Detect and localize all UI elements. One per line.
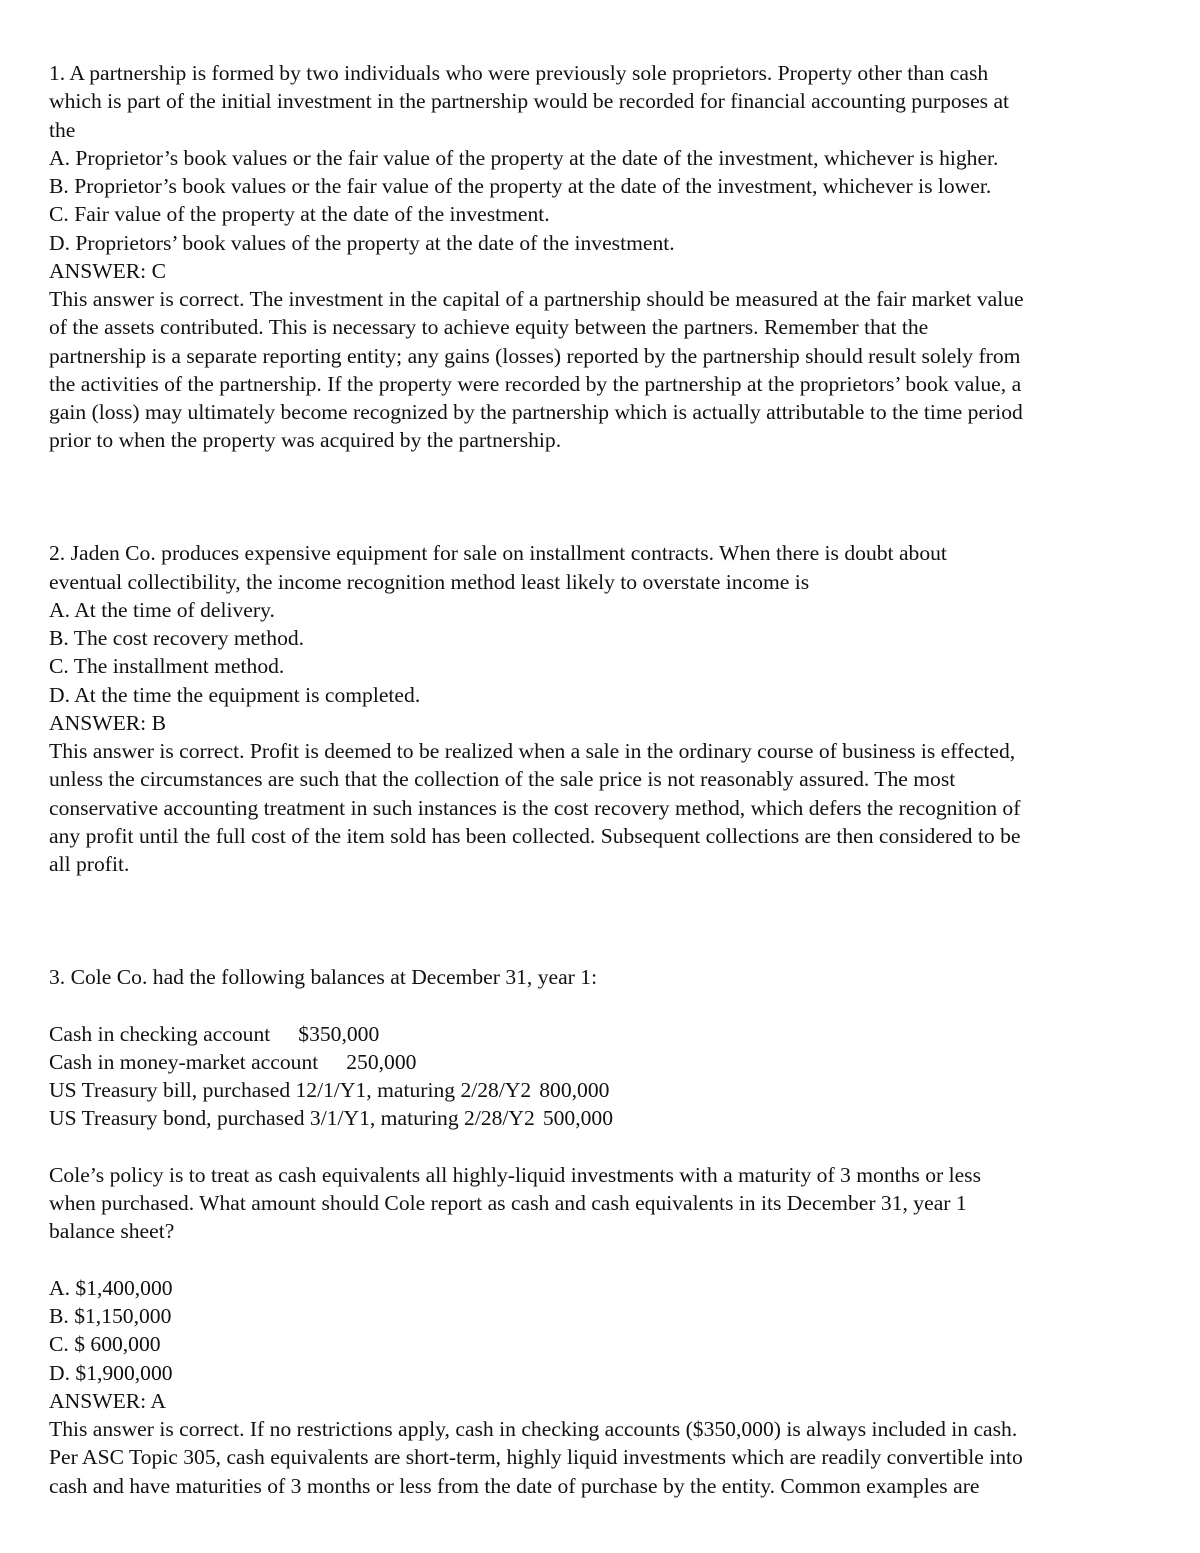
question-1-explanation-line-4: the activities of the partnership. If the property were recorded by the partnership at the proprietors’ book value, a	[49, 371, 1022, 396]
question-3-option-c: C. $ 600,000	[49, 1332, 161, 1357]
spacer	[49, 455, 1159, 540]
balance-label: US Treasury bill, purchased 12/1/Y1, maturing 2/28/Y2	[49, 1078, 532, 1102]
question-3-intro: 3. Cole Co. had the following balances at December 31, year 1:	[49, 965, 598, 989]
question-3-stem-line-1: Cole’s policy is to treat as cash equivalents all highly-liquid investments with a maturity of 3 months or less	[49, 1162, 981, 1187]
question-1-explanation-line-5: gain (loss) may ultimately become recognized by the partnership which is actually attributable to the time period	[49, 400, 1023, 424]
question-1-stem-line-1: 1. A partnership is formed by two individuals who were previously sole proprietors. Property other than cash	[49, 61, 989, 85]
question-2-stem-line-1: 2. Jaden Co. produces expensive equipment for sale on installment contracts. When there is doubt about	[49, 541, 947, 566]
balances-list	[49, 1020, 1159, 1133]
balance-label: Cash in checking account	[49, 1021, 271, 1046]
question-1-stem-line-2: which is part of the initial investment in the partnership would be recorded for financial accounting purposes at	[49, 89, 1010, 114]
question-3-stem-line-2: when purchased. What amount should Cole report as cash and cash equivalents in its December 31, year 1	[49, 1191, 967, 1215]
question-1-explanation-line-6: prior to when the property was acquired by the partnership.	[49, 428, 562, 453]
question-1-option-d: D. Proprietors’ book values of the property at the date of the investment.	[49, 230, 675, 255]
question-3	[49, 963, 1159, 1500]
question-2-explanation-line-5: all profit.	[49, 852, 130, 876]
question-1-option-b: B. Proprietor’s book values or the fair value of the property at the date of the investment, whichever is lower.	[49, 174, 992, 198]
question-3-explanation-line-1: This answer is correct. If no restrictions apply, cash in checking accounts ($350,000) is always included in cash.	[49, 1417, 1018, 1441]
balance-row	[49, 1104, 1159, 1132]
question-2-answer: ANSWER: B	[49, 710, 166, 735]
question-1-explanation-line-3: partnership is a separate reporting entity; any gains (losses) reported by the partnership should result solely from	[49, 343, 1021, 368]
balance-row	[49, 1020, 1159, 1048]
spacer	[49, 1133, 1159, 1161]
balance-amount: 250,000	[346, 1049, 417, 1074]
question-1-option-c: C. Fair value of the property at the date of the investment.	[49, 202, 550, 227]
balance-amount: 800,000	[539, 1078, 610, 1102]
question-1-stem-line-3: the	[49, 117, 76, 142]
question-1-answer: ANSWER: C	[49, 258, 166, 283]
question-2-explanation-line-1: This answer is correct. Profit is deemed to be realized when a sale in the ordinary course of business is effected,	[49, 739, 1016, 763]
question-2-explanation-line-4: any profit until the full cost of the item sold has been collected. Subsequent collections are then considered to be	[49, 823, 1021, 848]
question-3-explanation-line-3: cash and have maturities of 3 months or less from the date of purchase by the entity. Common examples are	[49, 1473, 980, 1498]
document-page	[49, 59, 1159, 1500]
balance-label: US Treasury bond, purchased 3/1/Y1, maturing 2/28/Y2	[49, 1106, 535, 1131]
balance-amount: 500,000	[542, 1106, 614, 1131]
spacer	[49, 878, 1159, 963]
question-2-option-d: D. At the time the equipment is completed.	[49, 682, 421, 707]
balance-row	[49, 1048, 1159, 1076]
balance-label: Cash in money-market account	[49, 1049, 319, 1074]
question-2-option-c: C. The installment method.	[49, 654, 285, 679]
question-2-explanation-line-3: conservative accounting treatment in such instances is the cost recovery method, which defers the recognition of	[49, 795, 1021, 820]
question-2-explanation-line-2: unless the circumstances are such that the collection of the sale price is not reasonably assured. The most	[49, 767, 956, 792]
spacer	[49, 1246, 1159, 1274]
question-3-answer: ANSWER: A	[49, 1388, 166, 1413]
question-3-option-a: A. $1,400,000	[49, 1275, 173, 1300]
question-3-explanation-line-2: Per ASC Topic 305, cash equivalents are short-term, highly liquid investments which are readily convertible into	[49, 1445, 1023, 1470]
question-3-stem-line-3: balance sheet?	[49, 1219, 175, 1244]
balance-amount: $350,000	[298, 1021, 380, 1046]
question-1-explanation-line-1: This answer is correct. The investment in the capital of a partnership should be measured at the fair market value	[49, 287, 1024, 311]
question-2	[49, 539, 1159, 878]
balance-row	[49, 1076, 1159, 1104]
question-1-explanation-line-2: of the assets contributed. This is necessary to achieve equity between the partners. Remember that the	[49, 315, 929, 340]
spacer	[49, 991, 1159, 1019]
question-2-option-b: B. The cost recovery method.	[49, 626, 305, 650]
question-3-option-d: D. $1,900,000	[49, 1360, 173, 1385]
question-2-stem-line-2: eventual collectibility, the income recognition method least likely to overstate income is	[49, 569, 810, 594]
question-1	[49, 59, 1159, 455]
question-1-option-a: A. Proprietor’s book values or the fair value of the property at the date of the investment, whichever is higher.	[49, 145, 999, 170]
question-3-option-b: B. $1,150,000	[49, 1304, 172, 1328]
question-2-option-a: A. At the time of delivery.	[49, 597, 275, 622]
